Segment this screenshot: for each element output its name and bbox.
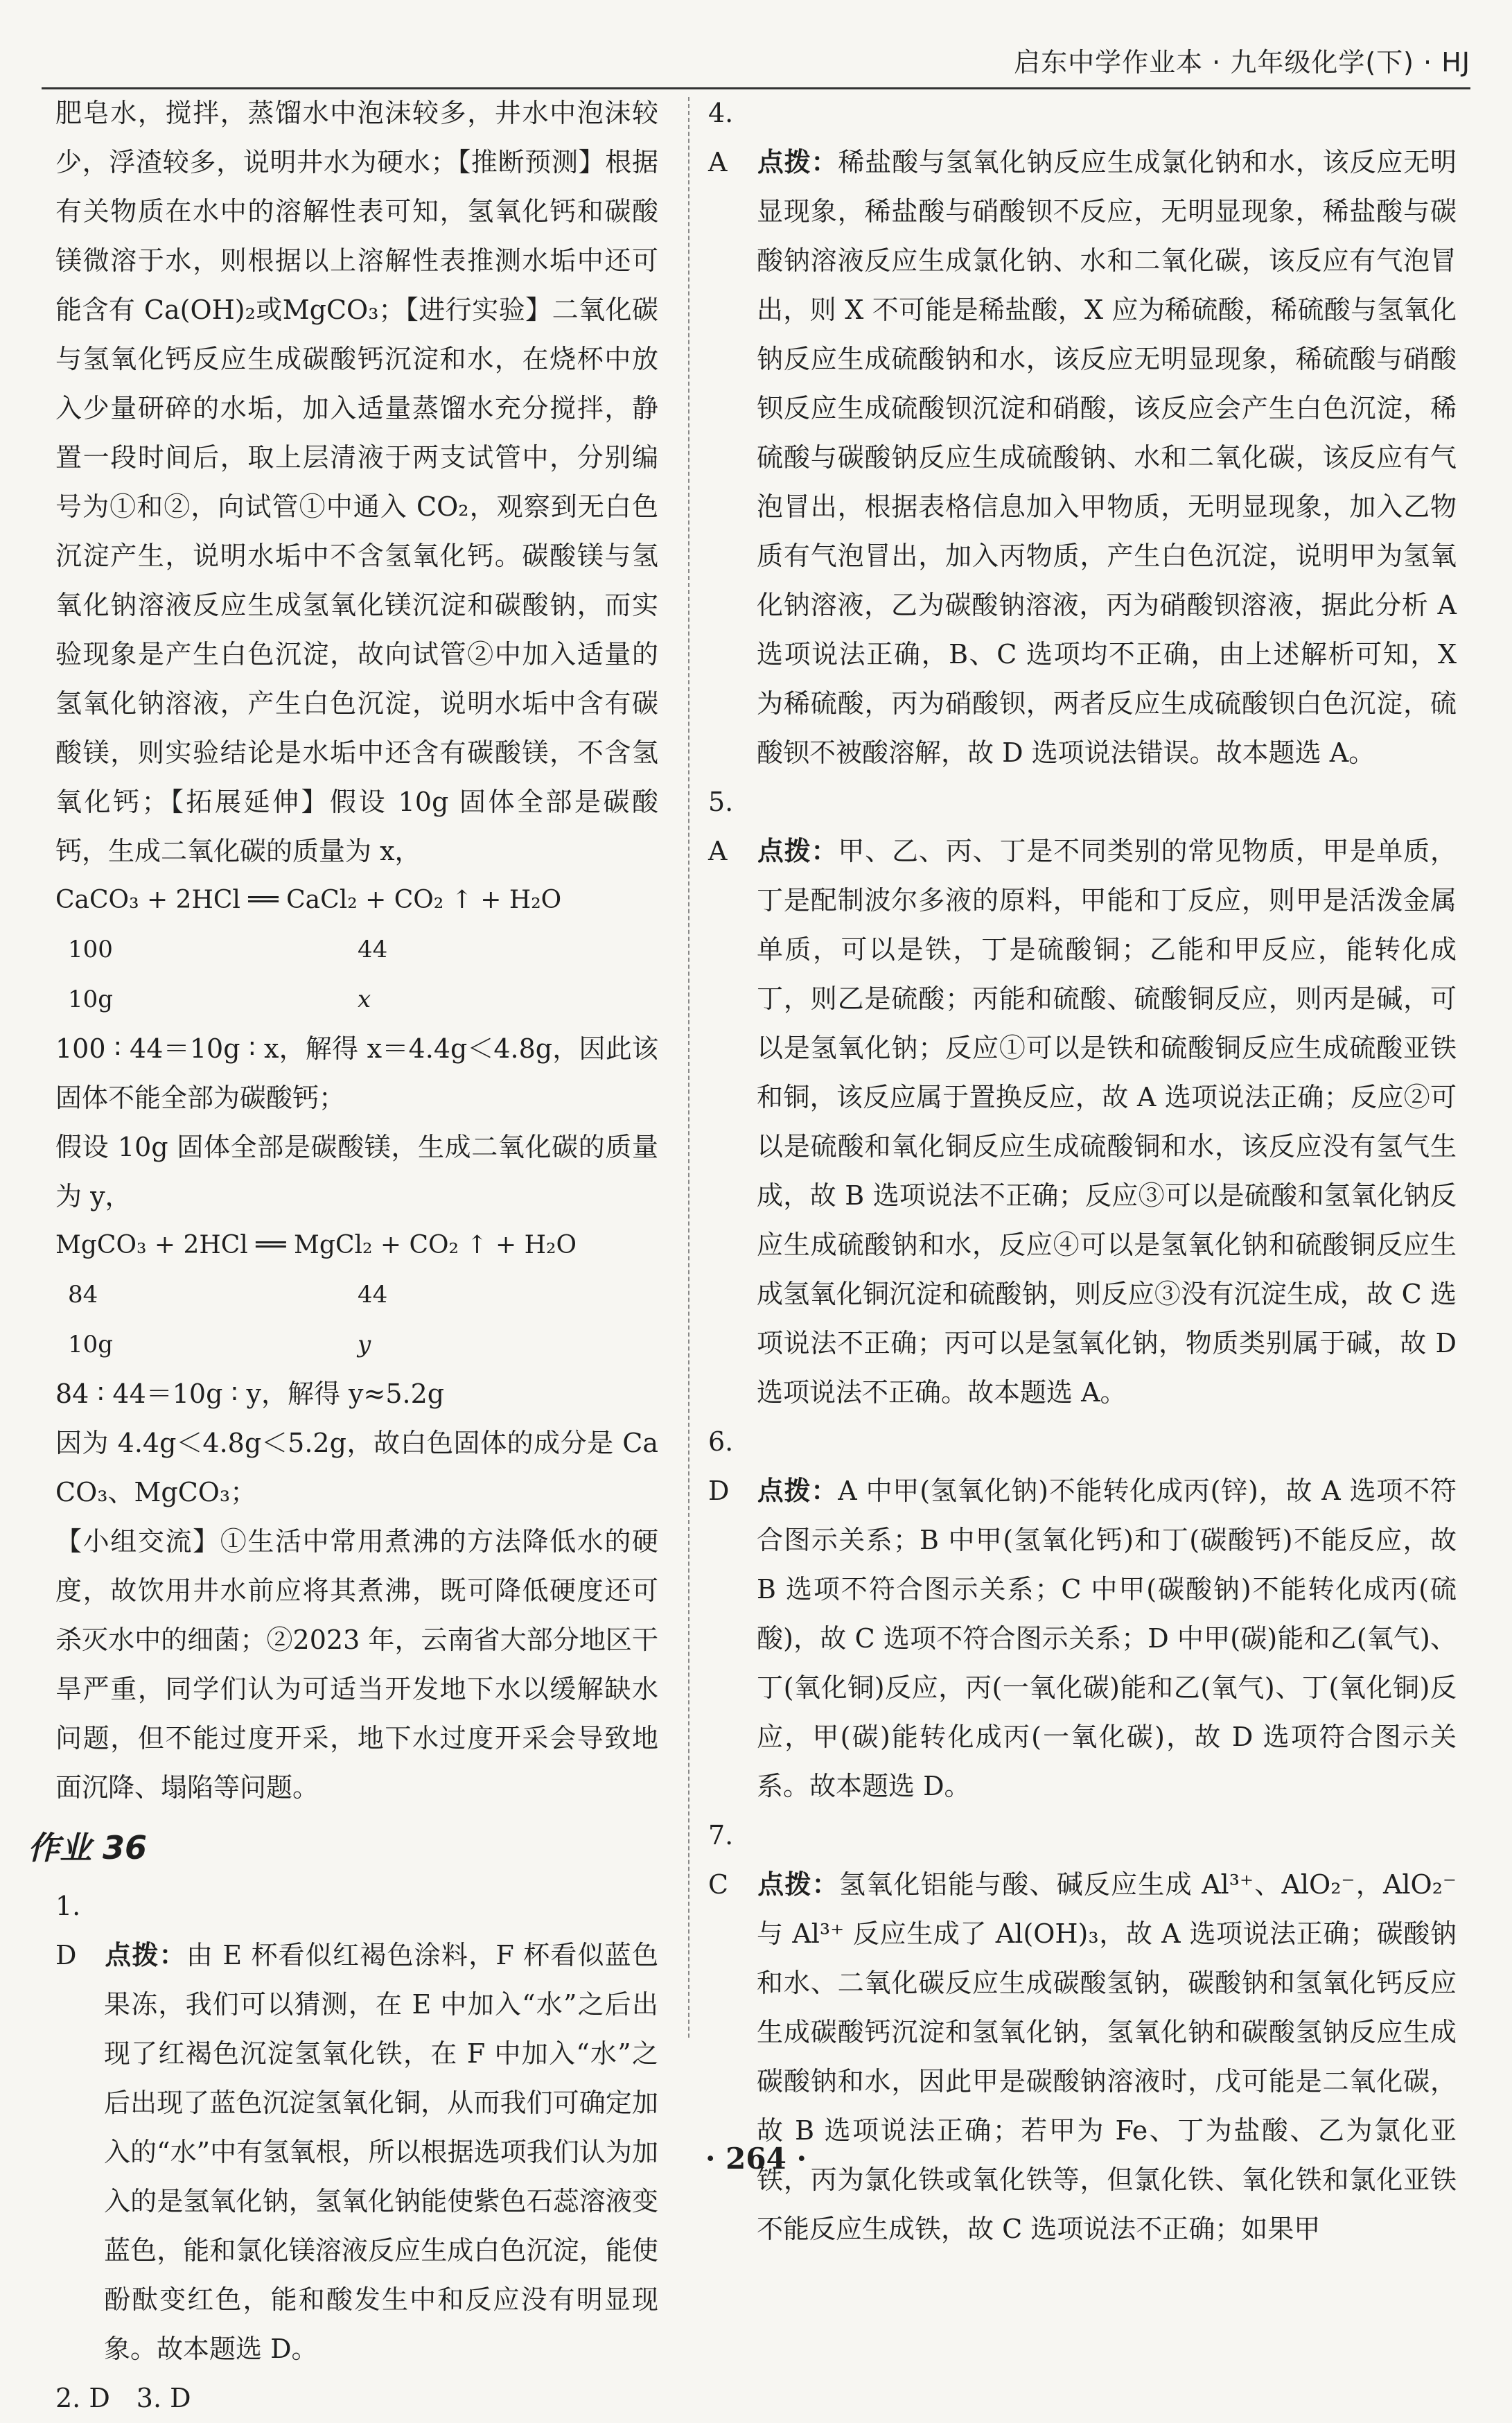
question-6 [708,1417,1457,1811]
caco3-given-mass: 10g [68,986,114,1013]
equation-mgco3-mass-row [55,1270,658,1320]
mgco3-molar-mass: 84 [68,1281,98,1309]
q7-answer: 7. C [708,1820,734,1900]
co2-unknown-x: x [358,986,371,1013]
section-title: 作业 36 [28,1829,148,1866]
q4-hint-label: 点拨： [757,146,838,177]
q6-explanation: A 中甲(氢氧化钠)不能转化成丙(锌)，故 A 选项不符合图示关系；B 中甲(氢氧化钙)和丁(碳酸钙)不能反应，故 B 选项不符合图示关系；C 中甲(碳酸钠)不能转化成丙(硫酸)，故 C 选项不符合图示关系；D 中甲(碳)能和乙(氧气)、丁(氧化铜)反应，丙(一氧化碳)能和乙(氧气)、丁(氧化铜)反应，甲(碳)能转化成丙(一氧化碳)，故 D 选项符合图示关系。故本题选 D。 [757,1476,1457,1801]
co2-molar-mass: 44 [358,936,388,963]
page-header [42,39,1470,89]
mgco3-given-mass: 10g [68,1331,114,1358]
right-column [708,89,1457,2254]
calc-1: 100 ∶ 44＝10g ∶ x，解得 x＝4.4g＜4.8g，因此该固体不能全部为碳酸钙； [55,1033,658,1113]
page-number: · 264 · [705,2142,807,2176]
calc-2: 84 ∶ 44＝10g ∶ y，解得 y≈5.2g [55,1379,445,1409]
question-7 [708,1811,1457,2254]
q4-answer: 4. A [708,98,734,177]
q5-answer: 5. A [708,787,734,866]
co2-molar-mass-2: 44 [358,1281,388,1309]
header-title: 启东中学作业本 · 九年级化学(下) · HJ [1014,47,1470,78]
intro-paragraph: 肥皂水，搅拌，蒸馏水中泡沫较多，井水中泡沫较少，浮渣较多，说明井水为硬水；【推断预测】根据有关物质在水中的溶解性表可知，氢氧化钙和碳酸镁微溶于水，则根据以上溶解性表推测水垢中还可能含有 Ca(OH)₂或MgCO₃；【进行实验】二氧化碳与氢氧化钙反应生成碳酸钙沉淀和水，在烧杯中放入少量研碎的水垢，加入适量蒸馏水充分搅拌，静置一段时间后，取上层清液于两支试管中，分别编号为①和②，向试管①中通入 CO₂，观察到无白色沉淀产生，说明水垢中不含氢氧化钙。碳酸镁与氢氧化钠溶液反应生成氢氧化镁沉淀和碳酸钠，而实验现象是产生白色沉淀，故向试管②中加入适量的氢氧化钠溶液，产生白色沉淀，说明水垢中含有碳酸镁，则实验结论是水垢中还含有碳酸镁，不含氢氧化钙；【拓展延伸】假设 10g 固体全部是碳酸钙，生成二氧化碳的质量为 x， [55,98,658,866]
conclusion: 因为 4.4g＜4.8g＜5.2g，故白色固体的成分是 CaCO₃、MgCO₃； [55,1428,658,1507]
equation-caco3: CaCO₃ + 2HCl ══ CaCl₂ + CO₂ ↑ + H₂O [55,886,562,914]
co2-unknown-y: y [358,1331,371,1358]
q1-explanation: 由 E 杯看似红褐色涂料，F 杯看似蓝色果冻，我们可以猜测，在 E 中加入“水”之后出现了红褐色沉淀氢氧化铁，在 F 中加入“水”之后出现了蓝色沉淀氢氧化铜，从而我们可确定加入的“水”中有氢氧根，所以根据选项我们认为加入的是氢氧化钠，氢氧化钠能使紫色石蕊溶液变蓝色，能和氯化镁溶液反应生成白色沉淀，能使酚酞变红色，能和酸发生中和反应没有明显现象。故本题选 D。 [104,1940,658,2364]
equation-mgco3-given-row [55,1320,658,1370]
q7-hint-label: 点拨： [757,1869,839,1900]
group-discussion: 【小组交流】①生活中常用煮沸的方法降低水的硬度，故饮用井水前应将其煮沸，既可降低硬度还可杀灭水中的细菌；②2023 年，云南省大部分地区干旱严重，同学们认为可适当开发地下水以缓解缺水问题，但不能过度开采，地下水过度开采会导致地面沉降、塌陷等问题。 [55,1526,658,1803]
equation-caco3-given-row [55,974,658,1024]
q7-explanation: 氢氧化铝能与酸、碱反应生成 Al³⁺、AlO₂⁻，AlO₂⁻ 与 Al³⁺ 反应生成了 Al(OH)₃，故 A 选项说法正确；碳酸钠和水、二氧化碳反应生成碳酸氢钠，碳酸钠和氢氧化钙反应生成碳酸钙沉淀和氢氧化钠，氢氧化钠和碳酸氢钠反应生成碳酸钠和水，因此甲是碳酸钠溶液时，戊可能是二氧化碳，故 B 选项说法正确；若甲为 Fe、丁为盐酸、乙为氯化亚铁，丙为氯化铁或氧化铁等，但氯化铁、氧化铁和氯化亚铁不能反应生成铁，故 C 选项说法不正确；如果甲 [757,1869,1457,2244]
question-4 [708,89,1457,778]
column-divider [688,97,689,2038]
left-column [28,89,658,2423]
equation-caco3-mass-row [55,925,658,974]
q6-hint-label: 点拨： [757,1475,838,1506]
question-1 [55,1882,658,2374]
assume-2: 假设 10g 固体全部是碳酸镁，生成二氧化碳的质量为 y， [55,1132,658,1212]
q1-answer: 1. D [55,1891,81,1970]
caco3-molar-mass: 100 [68,936,113,963]
q5-explanation: 甲、乙、丙、丁是不同类别的常见物质，甲是单质，丁是配制波尔多液的原料，甲能和丁反应，则甲是活泼金属单质，可以是铁，丁是硫酸铜；乙能和甲反应，能转化成丁，则乙是硫酸；丙能和硫酸、硫酸铜反应，则丙是碱，可以是氢氧化钠；反应①可以是铁和硫酸铜反应生成硫酸亚铁和铜，该反应属于置换反应，故 A 选项说法正确；反应②可以是硫酸和氧化铜反应生成硫酸铜和水，该反应没有氢气生成，故 B 选项说法不正确；反应③可以是硫酸和氢氧化钠反应生成硫酸钠和水，反应④可以是氢氧化钠和硫酸铜反应生成氢氧化铜沉淀和硫酸钠，则反应③没有沉淀生成，故 C 选项说法不正确；丙可以是氢氧化钠，物质类别属于碱，故 D 选项说法不正确。故本题选 A。 [757,836,1457,1408]
equation-mgco3: MgCO₃ + 2HCl ══ MgCl₂ + CO₂ ↑ + H₂O [55,1231,577,1259]
questions-2-3: 2. D 3. D [55,2383,191,2413]
q1-hint-label: 点拨： [104,1939,186,1970]
q6-answer: 6. D [708,1426,734,1506]
q5-hint-label: 点拨： [757,835,838,866]
question-5 [708,778,1457,1417]
q4-explanation: 稀盐酸与氢氧化钠反应生成氯化钠和水，该反应无明显现象，稀盐酸与硝酸钡不反应，无明显现象，稀盐酸与碳酸钠溶液反应生成氯化钠、水和二氧化碳，该反应有气泡冒出，则 X 不可能是稀盐酸，X 应为稀硫酸，稀硫酸与氢氧化钠反应生成硫酸钠和水，该反应无明显现象，稀硫酸与硝酸钡反应生成硫酸钡沉淀和硝酸，该反应会产生白色沉淀，稀硫酸与碳酸钠反应生成硫酸钠、水和二氧化碳，该反应有气泡冒出，根据表格信息加入甲物质，无明显现象，加入乙物质有气泡冒出，加入丙物质，产生白色沉淀，说明甲为氢氧化钠溶液，乙为碳酸钠溶液，丙为硝酸钡溶液，据此分析 A 选项说法正确，B、C 选项均不正确，由上述解析可知，X 为稀硫酸，丙为硝酸钡，两者反应生成硫酸钡白色沉淀，硫酸钡不被酸溶解，故 D 选项说法错误。故本题选 A。 [757,147,1457,768]
